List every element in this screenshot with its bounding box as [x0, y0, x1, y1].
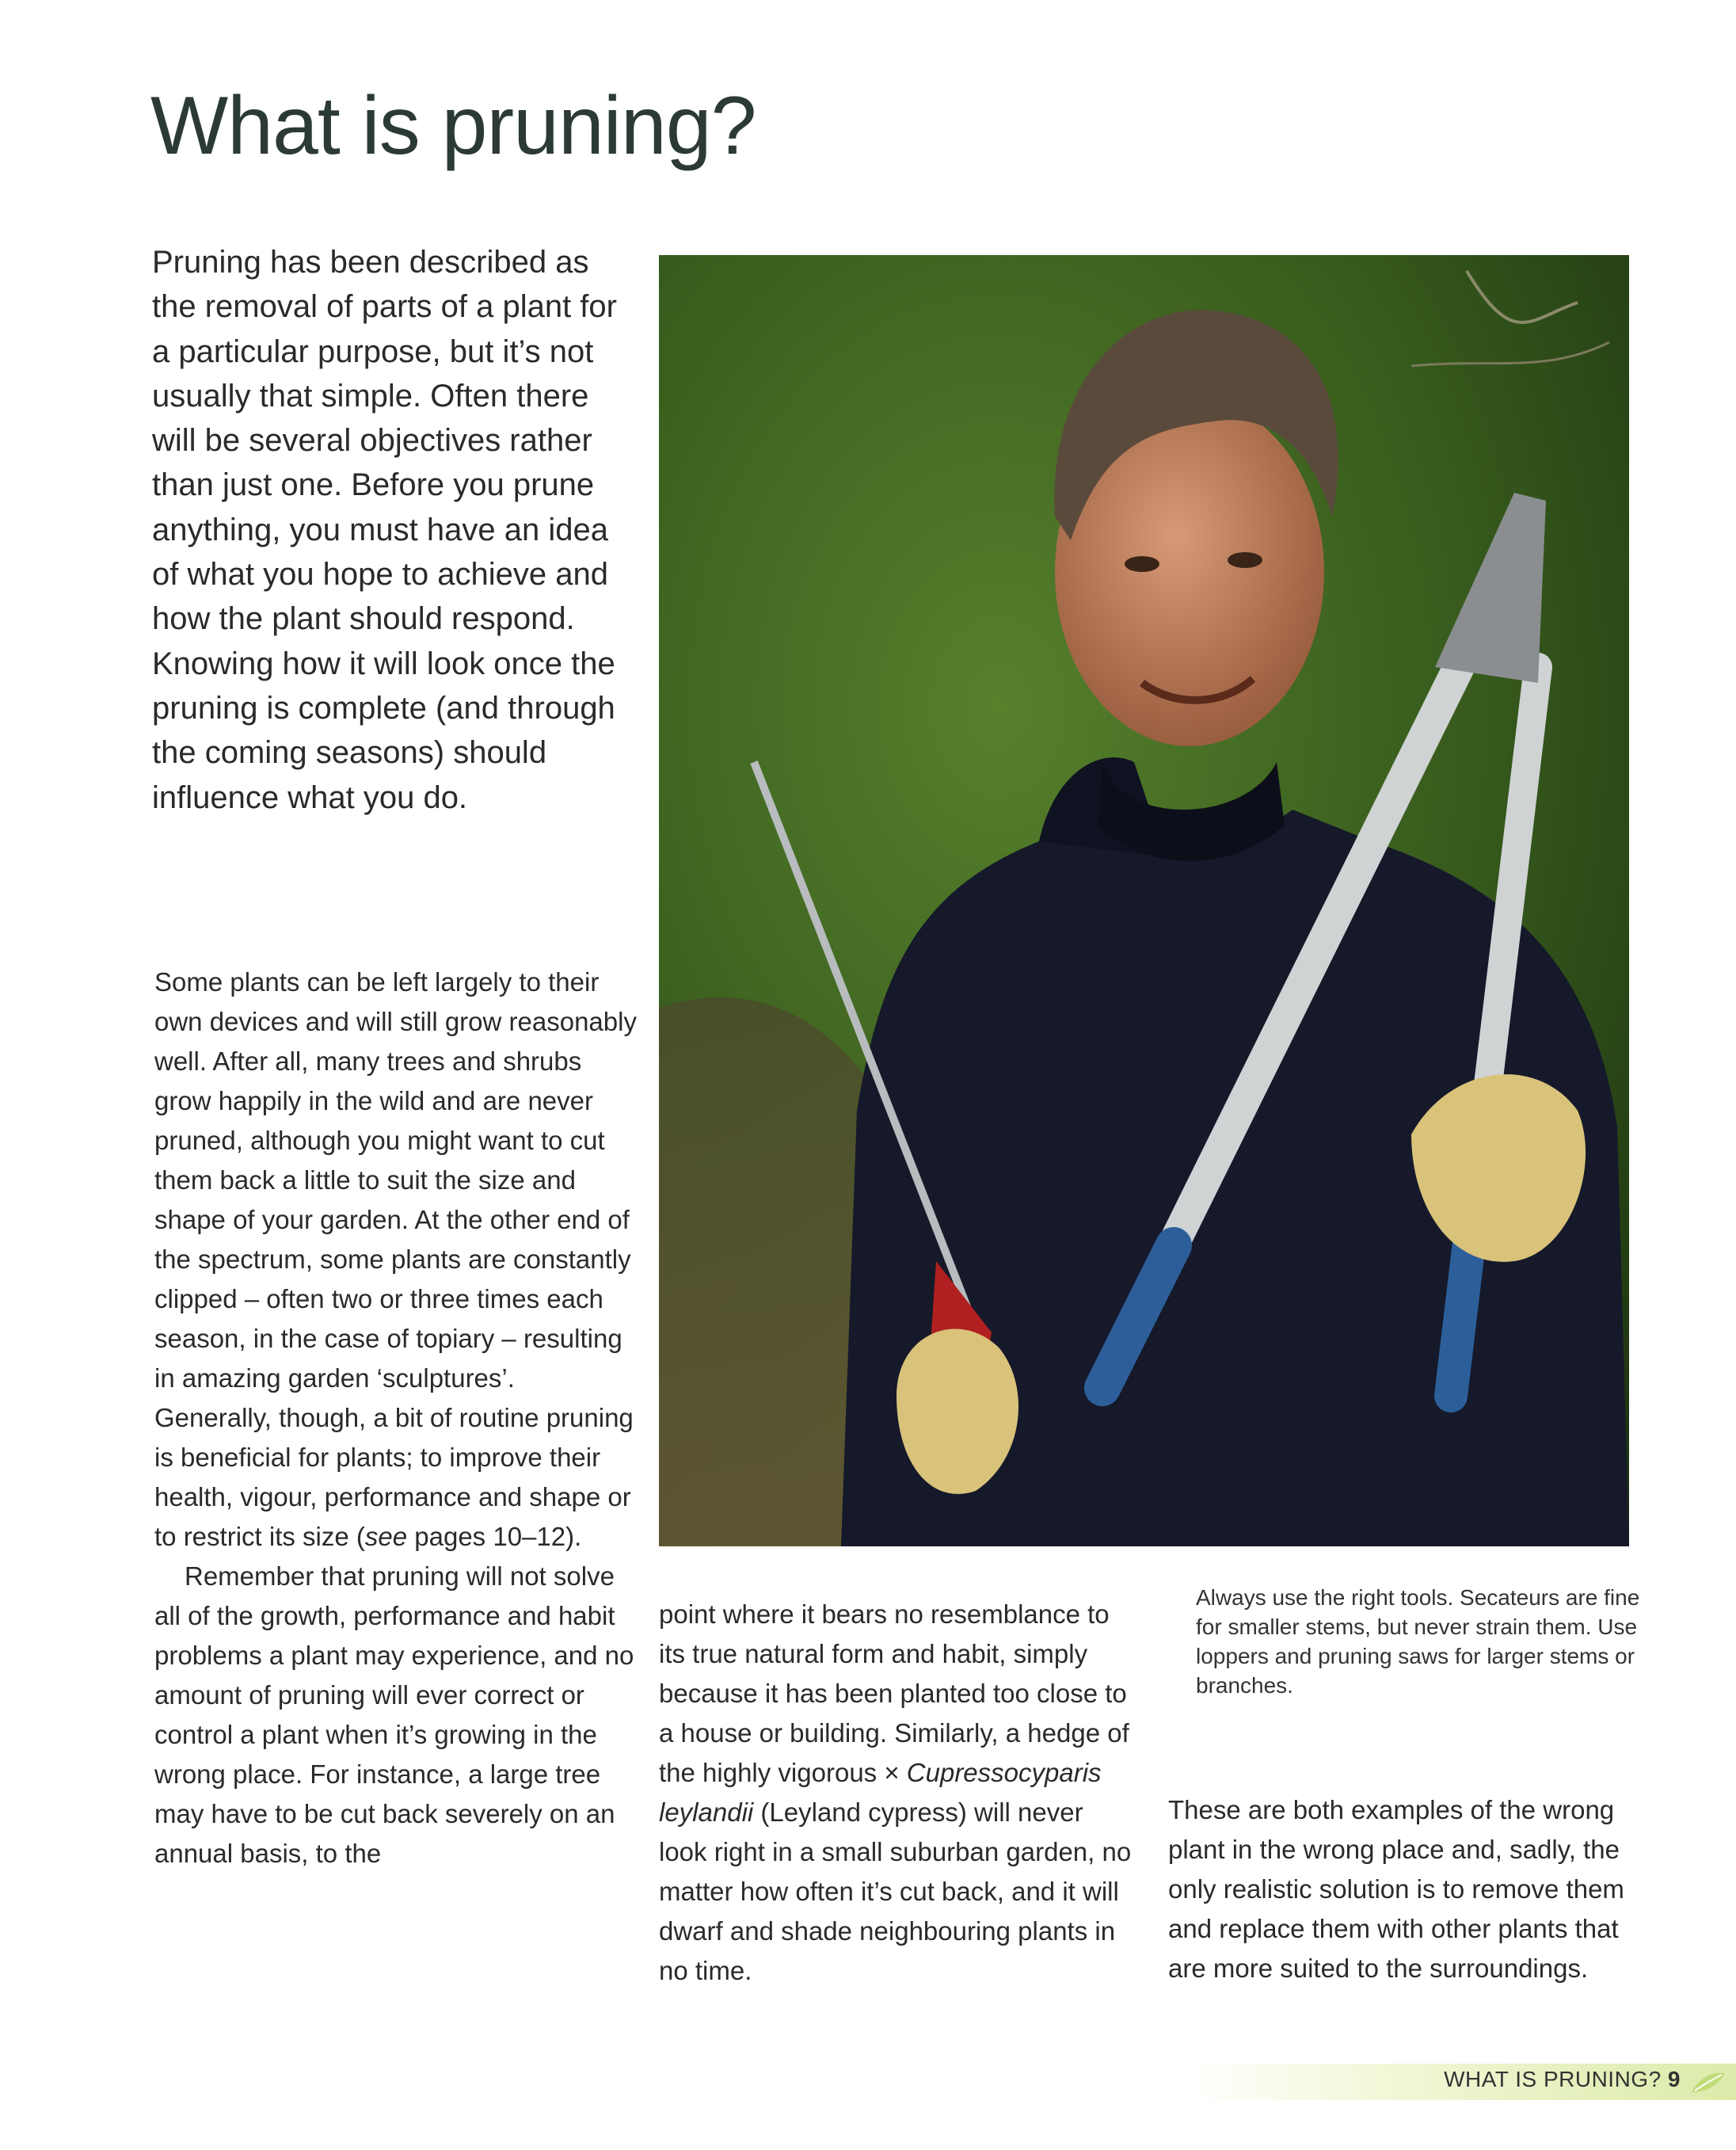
page-number: 9 [1667, 2067, 1681, 2091]
body-text: Some plants can be left largely to their own devices and will still grow reasonably well. After all, many trees and shrubs grow happily in the wild and are never pruned, although you might want to cut them back a little to suit the size and shape of your garden. At the other end of the spectrum, some plants are constantly clipped – often two or three times each season, in the case of topiary – resulting in amazing garden ‘sculptures’. Generally, though, a bit of routine pruning is beneficial for plants; to improve their health, vigour, performance and shape or to restrict its size ( [154, 967, 637, 1551]
body-column-3 [1168, 1790, 1651, 1988]
body-text: point where it bears no resemblance to its true natural form and habit, simply because it has been planted too close to a house or building. Similarly, a hedge of the highly vigorous × [659, 1599, 1129, 1787]
body-text: (Leyland cypress) will never look right in a small suburban garden, no matter how often it’s cut back, and it will dwarf and shade neighbouring plants in no time. [659, 1797, 1132, 1985]
footer-section: WHAT IS PRUNING? [1444, 2067, 1662, 2091]
intro-paragraph: Pruning has been described as the removal of parts of a plant for a particular purpose, but it’s not usually that simple. Often there will be several objectives rather than just one. Before you prune anything, you must have an idea of what you hope to achieve and how the plant should respond. Knowing how it will look once the pruning is complete (and through the coming seasons) should influence what you do. [152, 245, 617, 815]
page-footer [1188, 2064, 1736, 2100]
body-column-2 [659, 1595, 1134, 1991]
body-paragraph: Remember that pruning will not solve all of the growth, performance and habit problems a plant may experience, and no amount of pruning will ever correct or control a plant when it’s growing in the wrong place. For instance, a large tree may have to be cut back severely on an annual basis, to the [154, 1561, 634, 1868]
leaf-icon [1688, 2068, 1728, 2097]
body-paragraph: These are both examples of the wrong plant in the wrong place and, sadly, the only realistic solution is to remove them and replace them with other plants that are more suited to the surroundings. [1168, 1795, 1624, 1983]
see-reference: see [364, 1522, 408, 1551]
photo-caption: Always use the right tools. Secateurs are fine for smaller stems, but never strain them. Use loppers and pruning saws for larger stems or branches. [1196, 1585, 1640, 1698]
man-with-pruning-tools-illustration [659, 255, 1629, 1546]
body-paragraph [154, 963, 638, 1557]
running-footer [1444, 2067, 1681, 2092]
body-column-1 [154, 963, 638, 1874]
page-reference: pages 10–12). [407, 1522, 582, 1551]
page-title: What is pruning? [150, 80, 756, 172]
species-name: Cupressocyparis leylandii [659, 1758, 1102, 1827]
photo [659, 255, 1629, 1546]
body-paragraph [659, 1595, 1134, 1991]
